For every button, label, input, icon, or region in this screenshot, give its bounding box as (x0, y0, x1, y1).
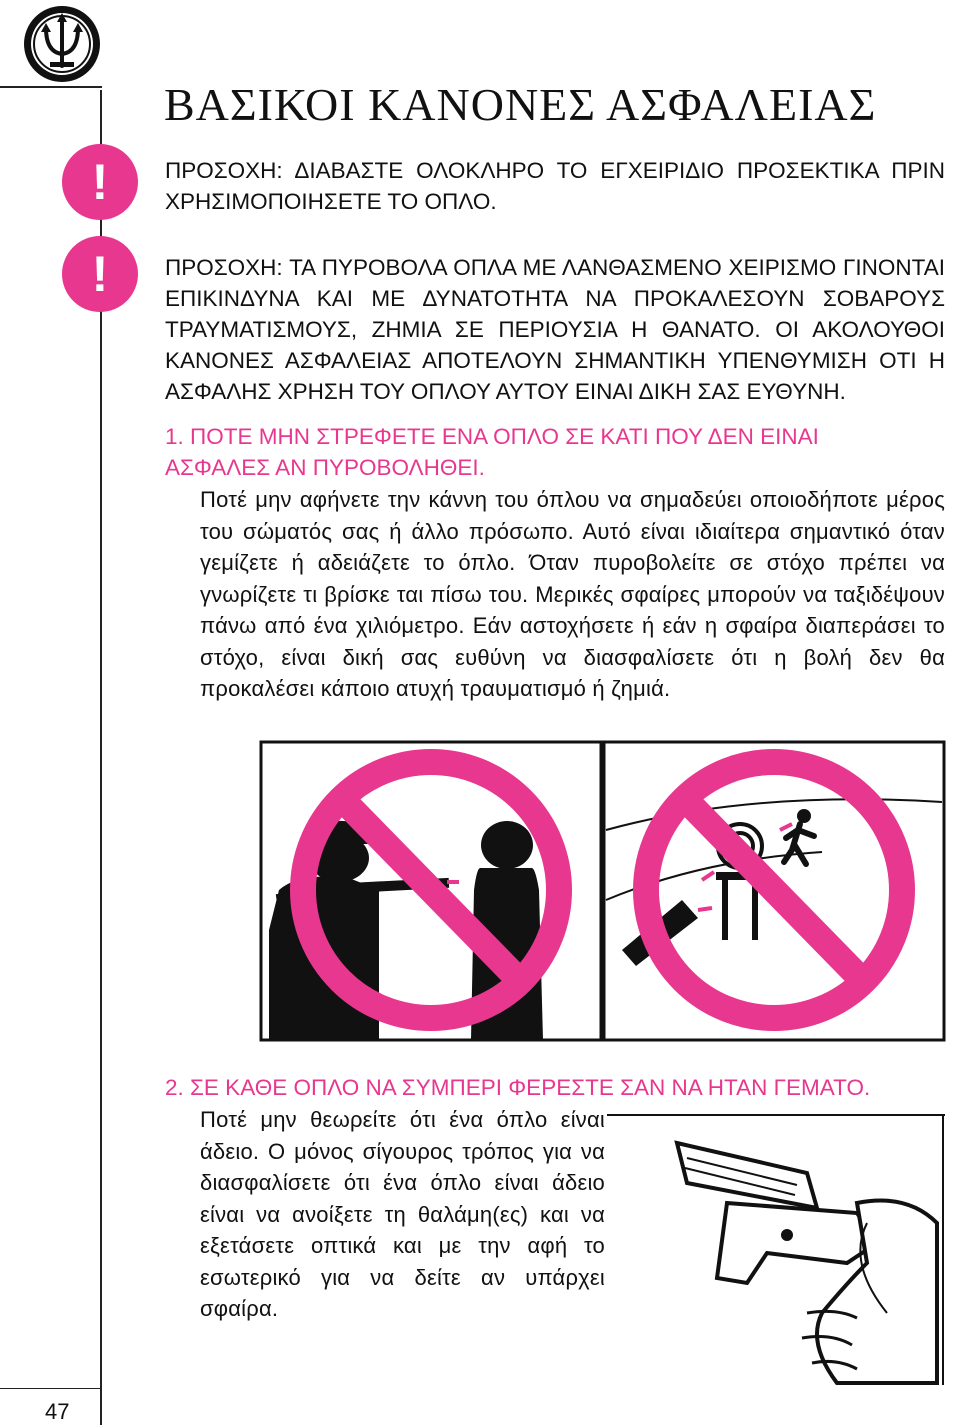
rule-1-body: Ποτέ μην αφήνετε την κάννη του όπλου να σημαδεύει οποιοδήποτε μέρος του σώματός σας ή άλλο πρόσωπο. Αυτό είναι ιδιαίτερα σημαντικό όταν γεμίζετε ή αδειάζετε το όπλο. Όταν πυροβολείτε σε στόχο πρέπει να γνωρίζετε τι βρίσκε ται πίσω του. Μερικές σφαίρες μπορούν να ταξιδέψουν πάνω από ένα χιλιόμετρο. Εάν αστοχήσετε ή εάν η σφαίρα διαπεράσει το στόχο, είναι δική σας ευθύνη να διασφαλίσετε ότι η βολή δεν θα προκαλέσει κάποιο ατυχή τραυματισμό ή ζημιά. (200, 487, 945, 701)
warning-read-manual: ΠΡΟΣΟΧΗ: ΔΙΑΒΑΣΤΕ ΟΛΟΚΛΗΡΟ ΤΟ ΕΓΧΕΙΡΙΔΙΟ ΠΡΟΣΕΚΤΙΚΑ ΠΡΙΝ ΧΡΗΣΙΜΟΠΟΙΗΣΕΤΕ ΤΟ ΟΠΛΟ. (165, 158, 945, 214)
header-divider (0, 86, 102, 88)
exclamation-icon: ! (62, 144, 138, 220)
beretta-trident-logo-icon (22, 4, 102, 84)
page-title: ΒΑΣΙΚΟΙ ΚΑΝΟΝΕΣ ΑΣΦΑΛΕΙΑΣ (164, 79, 877, 130)
page-number: 47 (45, 1399, 70, 1424)
footer-divider (0, 1388, 102, 1389)
warning-firearm-danger: ΠΡΟΣΟΧΗ: ΤΑ ΠΥΡΟΒΟΛΑ ΟΠΛΑ ΜΕ ΛΑΝΘΑΣΜΕΝΟ ΧΕΙΡΙΣΜΟ ΓΙΝΟΝΤΑΙ ΕΠΙΚΙΝΔΥΝΑ ΚΑΙ ΜΕ ΔΥΝΑΤΟΤΗΤΑ ΝΑ ΠΡΟΚΑΛΕΣΟΥΝ ΣΟΒΑΡΟΥΣ ΤΡΑΥΜΑΤΙΣΜΟΥΣ, ΖΗΜΙΑ ΣΕ ΠΕΡΙΟΥΣΙΑ Η ΘΑΝΑΤΟ. ΟΙ ΑΚΟΛΟΥΘΟΙ ΚΑΝΟΝΕΣ ΑΣΦΑΛΕΙΑΣ ΑΠΟΤΕΛΟΥΝ ΣΗΜΑΝΤΙΚΗ ΥΠΕΝΘΥΜΙΣΗ ΟΤΙ Η ΑΣΦΑΛΗΣ ΧΡΗΣΗ ΤΟΥ ΟΠΛΟΥ ΑΥΤΟΥ ΕΙΝΑΙ ΔΙΚΗ ΣΑΣ ΕΥΘΥΝΗ. (165, 255, 945, 404)
rule-2-title: 2. ΣΕ ΚΑΘΕ ΟΠΛΟ ΝΑ ΣΥΜΠΕΡΙ ΦΕΡΕΣΤΕ ΣΑΝ ΝΑ ΗΤΑΝ ΓΕΜΑΤΟ. (165, 1075, 871, 1100)
rule-2-body: Ποτέ μην θεωρείτε ότι ένα όπλο είναι άδειο. Ο μόνος σίγουρος τρόπος για να διασφαλίσετε ότι ένα όπλο είναι άδειο είναι να ανοίξετε τη θαλάμη(ες) και να εξετάσετε οπτικά και με την αφή το εσωτερικό για να δείτε αν υπάρχει σφαίρα. (200, 1107, 605, 1321)
rule-1-title: 1. ΠΟΤΕ ΜΗΝ ΣΤΡΕΦΕΤΕ ΕΝΑ ΟΠΛΟ ΣΕ ΚΑΤΙ ΠΟΥ ΔΕΝ ΕΙΝΑΙ ΑΣΦΑΛΕΣ ΑΝ ΠΥΡΟΒΟΛΗΘΕΙ. (165, 424, 819, 480)
pistol-slide-open-inspection-icon (607, 1113, 945, 1385)
prohibited-shooting-past-target-icon (602, 740, 946, 1042)
exclamation-icon: ! (62, 236, 138, 312)
prohibited-pointing-at-person-icon (259, 740, 603, 1042)
